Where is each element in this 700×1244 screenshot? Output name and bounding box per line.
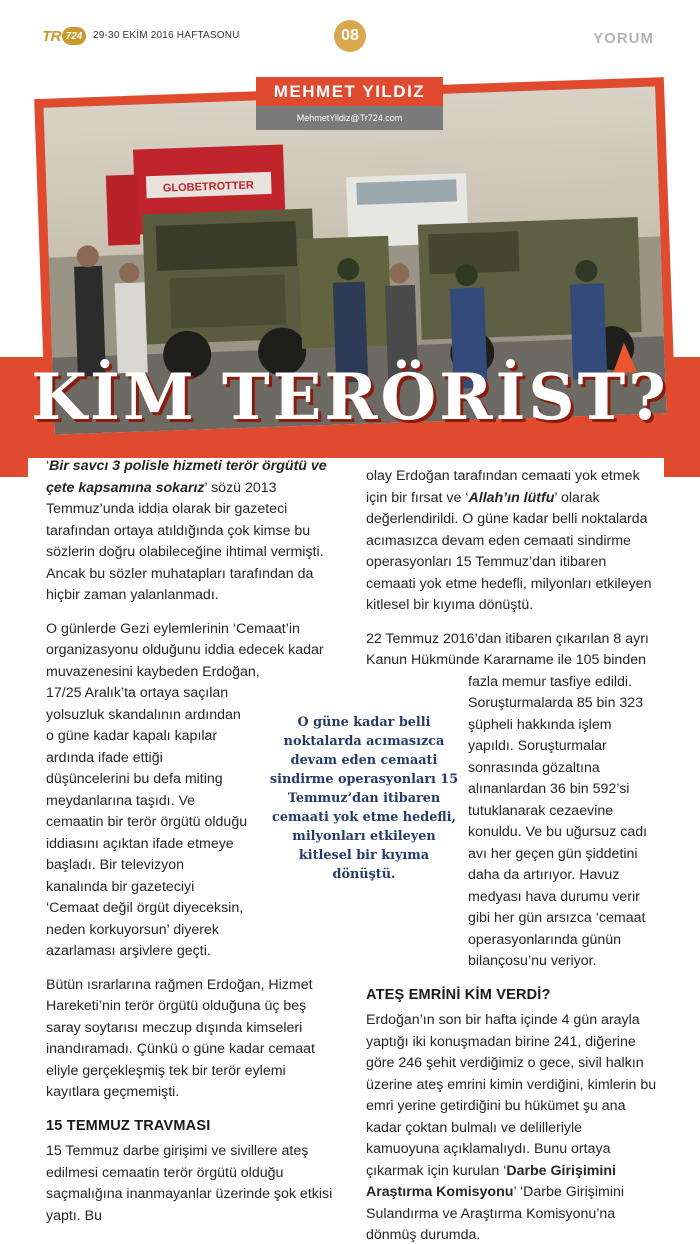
pull-quote: O güne kadar belli noktalarda acımasızca devam eden cemaati sindirme operasyonları 15 Temmuz’dan itibaren cemaati yok etme hedefli, milyonları etkileyen kitlesel bir kıyıma dönüştü.	[269, 715, 459, 882]
paragraph	[46, 456, 338, 607]
paragraph	[46, 619, 338, 684]
open-quote: ‘	[46, 458, 50, 474]
right-column	[366, 466, 658, 1244]
subheading: ATEŞ EMRİNİ KİM VERDİ?	[366, 986, 551, 1003]
paragraph: fazla memur tasfiye edildi. Soruşturmalarda 85 bin 323 şüpheli hakkında işlem yapıldı. Soruşturmalar sonrasında gözaltına alınanlardan 36 bin 592’si tutuklanarak cezaevine konuldu. Ve bu uğursuz cadı avı her geçen gün şiddetini daha da artırıyor. Havuz medyası hava durumu verir gibi her gün arsızca ‘cemaat operasyonlarında günün bilançosu’nu veriyor.	[468, 673, 648, 969]
author-name: MEHMET YILDIZ	[256, 77, 443, 106]
quote-emphasis: Bir savcı 3 polisle hizmeti terör örgütü ve çete kapsamına sokarız	[46, 458, 327, 496]
logo-text: TR	[42, 27, 61, 45]
tr724-logo	[42, 26, 86, 46]
paragraph-text: ’ ‘Darbe Girişimini Sulandırma ve Araştırma Komisyonu’na dönmüş durumda.	[366, 1184, 625, 1243]
paragraph-text: ’ sözü 2013 Temmuz’unda iddia olarak bir gazeteci tarafından ortaya atıldığında çok kimse bu sözlerin doğru olabileceğine ihtimal vermişti. Ancak bu sözler muhatapları tarafından da hiçbir zaman yalanlanmadı.	[46, 479, 324, 603]
paragraph: 17/25 Aralık’ta ortaya saçılan yolsuzluk skandalının ardından o güne kadar kapalı kapılar ardında ifade ettiği düşüncelerini bu defa miting meydanlarına taşıdı. Ve cemaatin bir terör örgütü olduğu iddiasını açıktan ifade etmeye başladı. Bir televizyon kanalında bir gazeteciyi ‘Cemaat değil örgüt diyeceksin, neden korkuyorsun’ diyerek azarlaması arşivlere geçti.	[46, 685, 248, 959]
commission-name: Darbe Girişimini Araştırma Komisyonu	[366, 1162, 616, 1200]
article-body	[28, 458, 664, 1243]
quote-emphasis: Allah’ın lütfu	[468, 489, 555, 506]
author-email[interactable]: MehmetYildiz@Tr724.com	[256, 106, 443, 130]
issue-date: 29-30 EKİM 2016 HAFTASONU	[93, 30, 240, 41]
paragraph	[366, 466, 658, 617]
headline: KİM TERÖRİST?	[31, 360, 669, 435]
page-header	[0, 0, 700, 75]
paragraph: Bütün ısrarlarına rağmen Erdoğan, Hizmet Hareketi’nin terör örgütü olduğuna üç beş saray soytarısı meczup dışında kimseleri inandıramadı. Çünkü o güne kadar cemaat eliyle gerçekleşmiş tek bir terör eylemi kayıtlara geçmemişti.	[46, 976, 315, 1100]
subheading: 15 TEMMUZ TRAVMASI	[46, 1117, 211, 1134]
paragraph: 15 Temmuz darbe girişimi ve sivillere ateş edilmesi cemaatin terör örgütü olduğu saçmalığına inanmayanlar üzerinde şok etkisi yaptı. Bu	[46, 1143, 333, 1224]
truck-sign-text: GLOBETROTTER	[162, 179, 255, 195]
paragraph	[366, 629, 658, 672]
page-number: 08	[334, 20, 366, 52]
paragraph	[366, 1010, 658, 1244]
logo-badge: 724	[62, 27, 86, 45]
paragraph-text: olay Erdoğan tarafından cemaati yok etmek için bir fırsat ve ‘	[366, 468, 640, 506]
paragraph-text: ’ olarak değerlendirildi. O güne kadar belli noktalarda acımasızca devam eden cemaati sindirme operasyonları 15 Temmuz’dan itibaren cemaati yok etme hedefli, milyonları etkileyen kitlesel bir kıyıma dönüştü.	[366, 489, 652, 613]
section-label: YORUM	[593, 30, 654, 47]
paragraph-text: O günlerde Gezi eylemlerinin ‘Cemaat’in organizasyonu olduğunu iddia edecek kadar muvazenesini kaybeden Erdoğan,	[46, 620, 324, 680]
paragraph-text: Erdoğan’ın son bir hafta içinde 4 gün arayla yaptığı iki konuşmadan birine 241, diğerine göre 246 şehit verdiğimiz o gece, sivil halkın üzerine ateş emrini kimin verdiğini, kimlerin bu emri yerine getirdiğini bu hükümet şu ana kadar çoktan bulmalı ve delilleriyle kamuoyuna açıklamalıydı. Bunu ortaya çıkarmak için kurulan ‘	[366, 1012, 657, 1179]
paragraph-text: 22 Temmuz 2016’dan itibaren çıkarılan 8 ayrı Kanun Hükmünde Kararname ile 105 binden	[366, 630, 649, 668]
